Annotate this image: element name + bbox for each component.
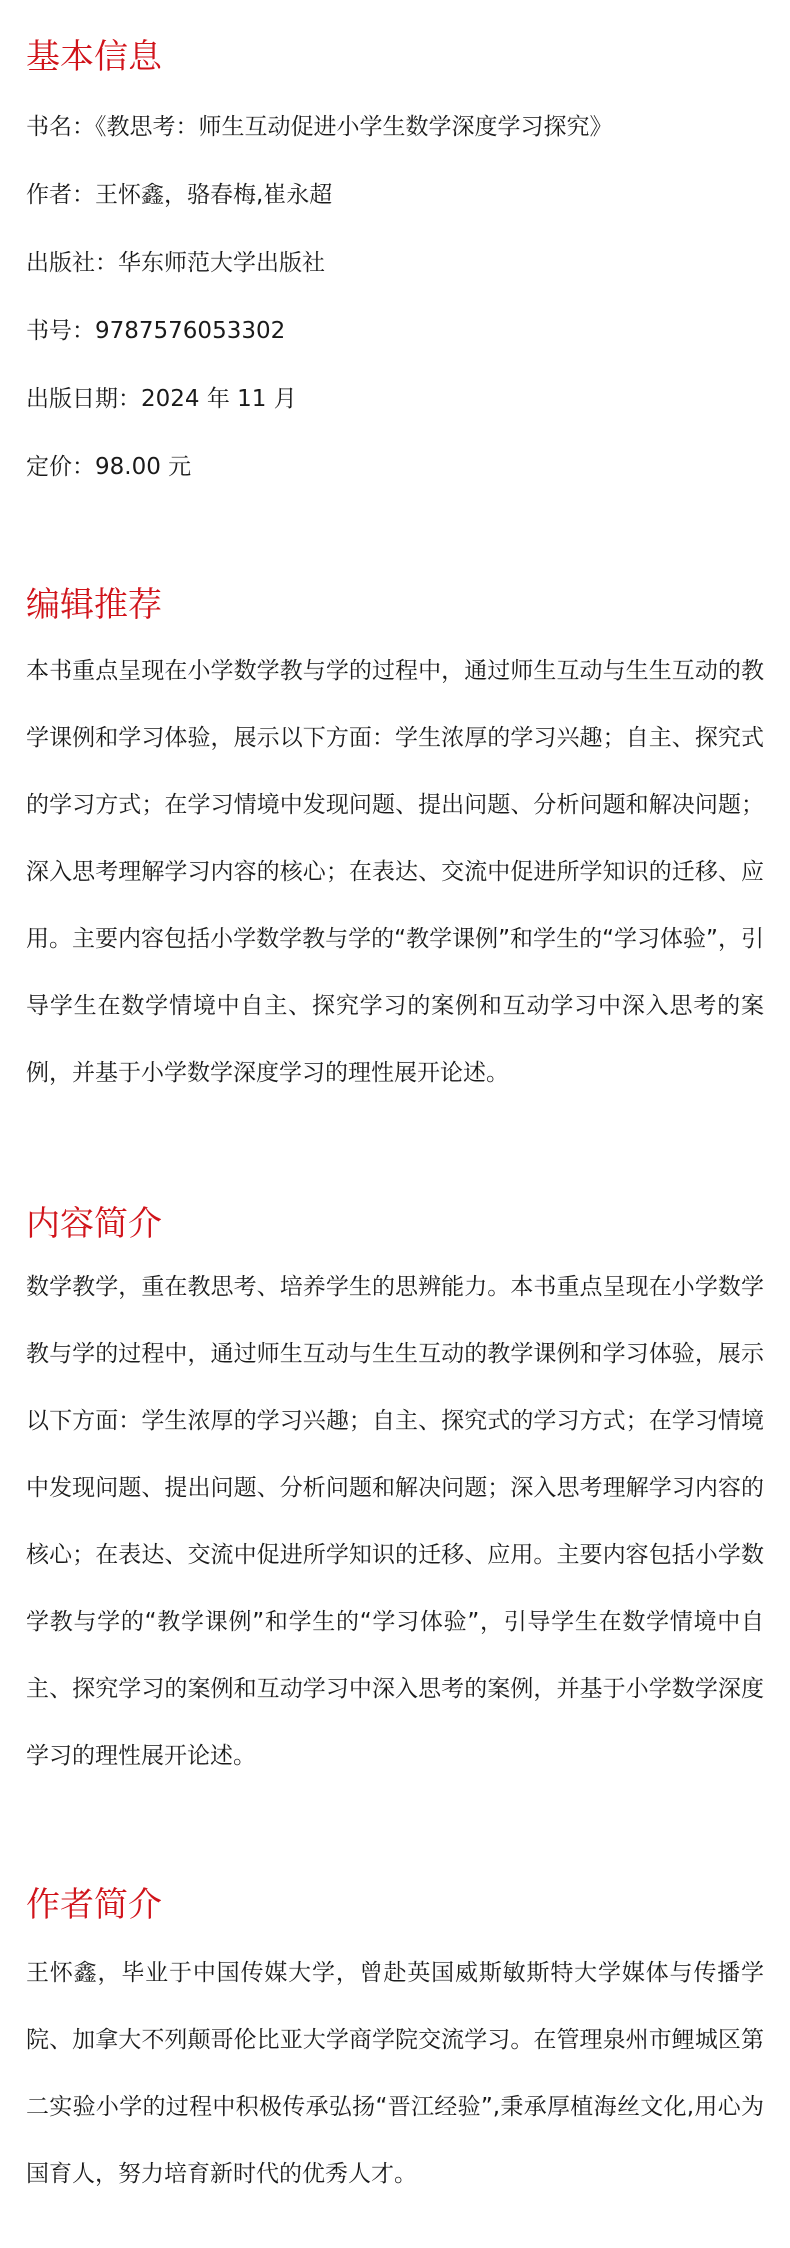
price-line: 定价：98.00 元 — [26, 454, 192, 480]
content-summary-text: 数学教学，重在教思考、培养学生的思辨能力。本书重点呈现在小学数学教与学的过程中，通过师生互动与生生互动的教学课例和学习体验，展示以下方面：学生浓厚的学习兴趣；自主、探究式的学习方式；在学习情境中发现问题、提出问题、分析问题和解决问题；深入思考理解学习内容的核心；在表达、交流中促进所学知识的迁移、应用。主要内容包括小学数学教与学的“教学课例”和学生的“学习体验”，引导学生在数学情境中自主、探究学习的案例和互动学习中深入思考的案例，并基于小学数学深度学习的理性展开论述。 — [26, 1274, 764, 1769]
editor-recommendation-heading: 编辑推荐 — [26, 585, 162, 625]
isbn-line: 书号：9787576053302 — [26, 318, 286, 344]
author-intro-heading: 作者简介 — [26, 1885, 162, 1925]
basic-info-list — [26, 116, 613, 524]
publisher-line: 出版社：华东师范大学出版社 — [26, 250, 325, 276]
author-intro-text: 王怀鑫，毕业于中国传媒大学，曾赴英国威斯敏斯特大学媒体与传播学院、加拿大不列颠哥伦比亚大学商学院交流学习。在管理泉州市鲤城区第二实验小学的过程中积极传承弘扬“晋江经验”,秉承厚植海丝文化,用心为国育人，努力培育新时代的优秀人才。 — [26, 1960, 764, 2187]
pub-date-line: 出版日期：2024 年 11 月 — [26, 386, 297, 412]
book-name-line: 书名：《教思考：师生互动促进小学生数学深度学习探究》 — [26, 114, 613, 140]
editor-recommendation-text: 本书重点呈现在小学数学教与学的过程中，通过师生互动与生生互动的教学课例和学习体验，展示以下方面：学生浓厚的学习兴趣；自主、探究式的学习方式；在学习情境中发现问题、提出问题、分析问题和解决问题；深入思考理解学习内容的核心；在表达、交流中促进所学知识的迁移、应用。主要内容包括小学数学教与学的“教学课例”和学生的“学习体验”，引导学生在数学情境中自主、探究学习的案例和互动学习中深入思考的案例，并基于小学数学深度学习的理性展开论述。 — [26, 658, 764, 1086]
basic-info-heading: 基本信息 — [26, 37, 162, 77]
content-summary-heading: 内容简介 — [26, 1204, 162, 1244]
author-line: 作者：王怀鑫，骆春梅,崔永超 — [26, 182, 333, 208]
